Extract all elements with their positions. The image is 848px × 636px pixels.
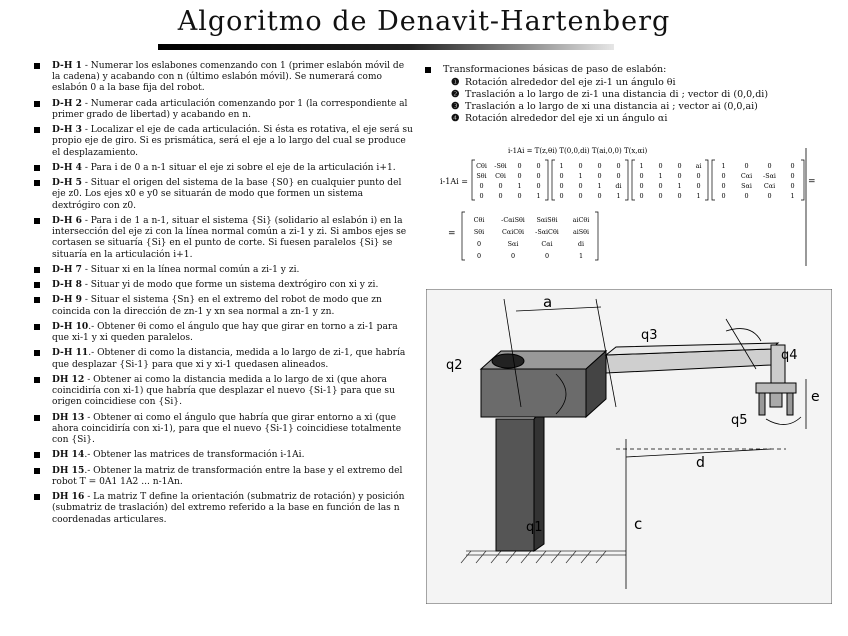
step-item: DH 14.- Obtener las matrices de transformación i-1Ai. [34, 449, 414, 461]
translation-z-matrix-cell: 1 [597, 182, 602, 190]
rotation-x-matrix-cell: 0 [721, 182, 726, 190]
step-item: D-H 7 - Situar xi en la línea normal común a zi-1 y zi. [34, 264, 414, 276]
transform-heading: Transformaciones básicas de paso de eslabón: [425, 64, 840, 76]
transform-item: ❶ Rotación alrededor del eje zi-1 un ángulo θi [451, 77, 676, 88]
step-item: DH 15.- Obtener la matriz de transformación entre la base y el extremo del robot T = 0A1 1A2 ... n-1An. [34, 465, 414, 488]
step-item: D-H 10.- Obtener θi como el ángulo que hay que girar en torno a zi-1 para que xi-1 y xi queden paralelos. [34, 321, 414, 344]
translation-x-matrix-cell: 0 [639, 182, 644, 190]
translation-z-matrix-cell: 0 [597, 172, 602, 180]
step-item: D-H 2 - Numerar cada articulación comenzando por 1 (la correspondiente al primer grado de libertad) y acabando en n. [34, 98, 414, 121]
dh-result-matrix-cell: di [577, 240, 585, 248]
translation-z-matrix-cell: 1 [578, 172, 583, 180]
dh-result-matrix-cell: aiCθi [572, 216, 590, 224]
dh-result-matrix-cell: Cαi [541, 240, 553, 248]
dh-matrix-equation [440, 146, 820, 266]
page-title: Algoritmo de Denavit-Hartenberg [177, 6, 671, 37]
label-c: c [634, 515, 643, 533]
label-q2: q2 [446, 358, 463, 373]
translation-x-matrix-cell: 0 [696, 172, 701, 180]
translation-x-matrix-cell: 0 [677, 162, 682, 170]
rotation-x-matrix-cell: 0 [721, 172, 726, 180]
label-q4: q4 [781, 348, 798, 363]
step-item: D-H 1 - Numerar los eslabones comenzando con 1 (primer eslabón móvil de la cadena) y acabando con n (último eslabón móvil). Se numerará como eslabón 0 a la base fija del robot. [34, 60, 414, 95]
rotation-x-matrix-cell: Cαi [740, 172, 753, 180]
rotation-z-matrix-cell: 0 [498, 182, 503, 190]
rotation-z-matrix-cell: 0 [479, 182, 484, 190]
translation-x-matrix-cell: 0 [639, 192, 644, 200]
label-e: e [811, 389, 820, 405]
translation-z-matrix-cell: 0 [559, 172, 564, 180]
translation-x-matrix-cell: 0 [639, 172, 644, 180]
equals-sign-result: = [448, 229, 456, 239]
translation-z-matrix-cell: 1 [559, 162, 564, 170]
dh-result-matrix-cell: CαiCθi [501, 228, 525, 236]
dh-result-matrix-cell: 0 [476, 252, 482, 260]
step-item: DH 12 - Obtener ai como la distancia medida a lo largo de xi (que ahora coincidiría con xi-1) que habría que desplazar el nuevo {Si-1} para que su origen coincidiese con {Si}. [34, 374, 414, 409]
rotation-z-matrix-cell: 0 [517, 172, 522, 180]
translation-x-matrix-cell: 0 [658, 182, 663, 190]
rotation-x-matrix-cell: 1 [790, 192, 795, 200]
step-item: DH 13 - Obtener αi como el ángulo que habría que girar entorno a xi (que ahora coincidiría con xi-1), para que el nuevo {Si-1} coincidiese totalmente con {Si}. [34, 412, 414, 447]
step-item: D-H 8 - Situar yi de modo que forme un sistema dextrógiro con xi y zi. [34, 279, 414, 291]
matrix-factors [472, 160, 804, 200]
rotation-z-matrix-cell: 0 [517, 162, 522, 170]
translation-z-matrix-cell: 0 [597, 162, 602, 170]
rotation-x-matrix-cell: 0 [744, 162, 749, 170]
translation-x-matrix-cell: 0 [696, 182, 701, 190]
result-matrix [462, 212, 598, 260]
label-q3: q3 [641, 328, 658, 343]
robot-arm-block [481, 351, 606, 417]
robot-figure [426, 289, 832, 604]
dh-result-matrix-cell: -CαiSθi [501, 216, 525, 224]
transform-list [451, 77, 840, 125]
translation-z-matrix-cell: 0 [578, 192, 583, 200]
label-a: a [543, 293, 553, 311]
dh-result-matrix-cell: 1 [578, 252, 584, 260]
rotation-z-matrix-cell: Cθi [495, 172, 506, 180]
step-item: D-H 6 - Para i de 1 a n-1, situar el sistema {Si} (solidario al eslabón i) en la intersección del eje zi con la línea normal común a zi-1 y zi. Si ambos ejes se cortasen se situaría {Si} en el punto de corte. Si fuesen paralelos {Si} se situaría en la articulación i+1. [34, 215, 414, 261]
dh-result-matrix-cell: Cθi [473, 216, 485, 224]
translation-x-matrix-cell: 1 [639, 162, 644, 170]
dh-result-matrix-cell: Sαi [507, 240, 519, 248]
label-d: d [696, 455, 705, 471]
rotation-z-matrix-cell: Sθi [476, 172, 487, 180]
rotation-z-matrix-cell: 0 [498, 192, 503, 200]
translation-z-matrix-cell: 0 [559, 182, 564, 190]
dh-result-matrix-cell: SαiSθi [536, 216, 558, 224]
translation-z-matrix-cell: 0 [559, 192, 564, 200]
rotation-z-matrix-cell: 1 [536, 192, 541, 200]
rotation-x-matrix-cell: -Sαi [763, 172, 776, 180]
translation-x-matrix-cell: 0 [658, 162, 663, 170]
rotation-x-matrix-cell: 0 [790, 182, 795, 190]
transform-section [425, 64, 840, 125]
step-item: D-H 11.- Obtener di como la distancia, medida a lo largo de zi-1, que habría que desplazar {Si-1} para que xi y xi-1 quedasen alineados. [34, 347, 414, 370]
rotation-x-matrix-cell: Sαi [741, 182, 752, 190]
translation-z-matrix-cell: 0 [616, 172, 621, 180]
rotation-z-matrix-cell: -Sθi [494, 162, 507, 170]
translation-x-matrix-cell: ai [695, 162, 702, 170]
equals-sign: = [808, 177, 816, 187]
rotation-x-matrix-cell: 1 [721, 162, 726, 170]
translation-z-matrix-cell: 0 [597, 192, 602, 200]
label-q1: q1 [526, 520, 543, 535]
dh-result-matrix-cell: 0 [544, 252, 550, 260]
transform-item: ❷ Traslación a lo largo de zi-1 una distancia di ; vector di (0,0,di) [451, 89, 769, 100]
rotation-z-matrix-cell: 0 [479, 192, 484, 200]
step-item: D-H 3 - Localizar el eje de cada articulación. Si ésta es rotativa, el eje será su propio eje de giro. Si es prismática, será el eje a lo largo del cual se produce el desplazamiento. [34, 124, 414, 159]
dh-result-matrix-cell: 0 [476, 240, 482, 248]
translation-z-matrix-cell: 0 [578, 182, 583, 190]
rotation-x-matrix-cell: 0 [790, 172, 795, 180]
dh-result-matrix-cell: -SαiCθi [535, 228, 559, 236]
step-item: D-H 5 - Situar el origen del sistema de la base {S0} en cualquier punto del eje z0. Los ejes x0 e y0 se situarán de modo que formen un sistema dextrógiro con z0. [34, 177, 414, 212]
translation-x-matrix-cell: 1 [696, 192, 701, 200]
step-item: D-H 4 - Para i de 0 a n-1 situar el eje zi sobre el eje de la articulación i+1. [34, 162, 414, 174]
rotation-x-matrix-cell: 0 [767, 162, 772, 170]
step-item: D-H 9 - Situar el sistema {Sn} en el extremo del robot de modo que zn coincida con la dirección de zn-1 y xn sea normal a zn-1 y zn. [34, 294, 414, 317]
title-underline [158, 44, 614, 50]
translation-x-matrix-cell: 0 [677, 172, 682, 180]
transform-item: ❸ Traslación a lo largo de xi una distancia ai ; vector ai (0,0,ai) [451, 101, 758, 112]
rotation-z-matrix-cell: 0 [517, 192, 522, 200]
dh-result-matrix-cell: 0 [510, 252, 516, 260]
translation-x-matrix-cell: 0 [677, 192, 682, 200]
rotation-z-matrix-cell: 0 [536, 182, 541, 190]
step-item: DH 16 - La matriz T define la orientación (submatriz de rotación) y posición (submatriz de traslación) del extremo referido a la base en función de las n coordenadas articulares. [34, 491, 414, 526]
label-q5: q5 [731, 413, 748, 428]
rotation-x-matrix-cell: Cαi [763, 182, 776, 190]
translation-z-matrix-cell: 0 [616, 162, 621, 170]
dh-result-matrix-cell: aiSθi [572, 228, 590, 236]
translation-x-matrix-cell: 1 [677, 182, 682, 190]
translation-z-matrix-cell: 0 [578, 162, 583, 170]
rotation-x-matrix-cell: 0 [721, 192, 726, 200]
translation-x-matrix-cell: 0 [658, 192, 663, 200]
matrix-lhs: i-1Ai = [440, 177, 468, 186]
transform-item: ❹ Rotación alrededor del eje xi un ángulo αi [451, 113, 668, 124]
rotation-z-matrix-cell: 1 [517, 182, 522, 190]
rotation-z-matrix-cell: 0 [536, 172, 541, 180]
dh-result-matrix-cell: Sθi [473, 228, 485, 236]
dh-steps-list [34, 60, 414, 529]
rotation-x-matrix-cell: 0 [744, 192, 749, 200]
rotation-x-matrix-cell: 0 [767, 192, 772, 200]
product-formula: i-1Ai = T(z,θi) T(0,0,di) T(ai,0,0) T(x,αi) [508, 147, 648, 155]
translation-z-matrix-cell: di [615, 182, 622, 190]
rotation-z-matrix-cell: 0 [536, 162, 541, 170]
translation-x-matrix-cell: 1 [658, 172, 663, 180]
rotation-z-matrix-cell: Cθi [476, 162, 487, 170]
rotation-x-matrix-cell: 0 [790, 162, 795, 170]
translation-z-matrix-cell: 1 [616, 192, 621, 200]
